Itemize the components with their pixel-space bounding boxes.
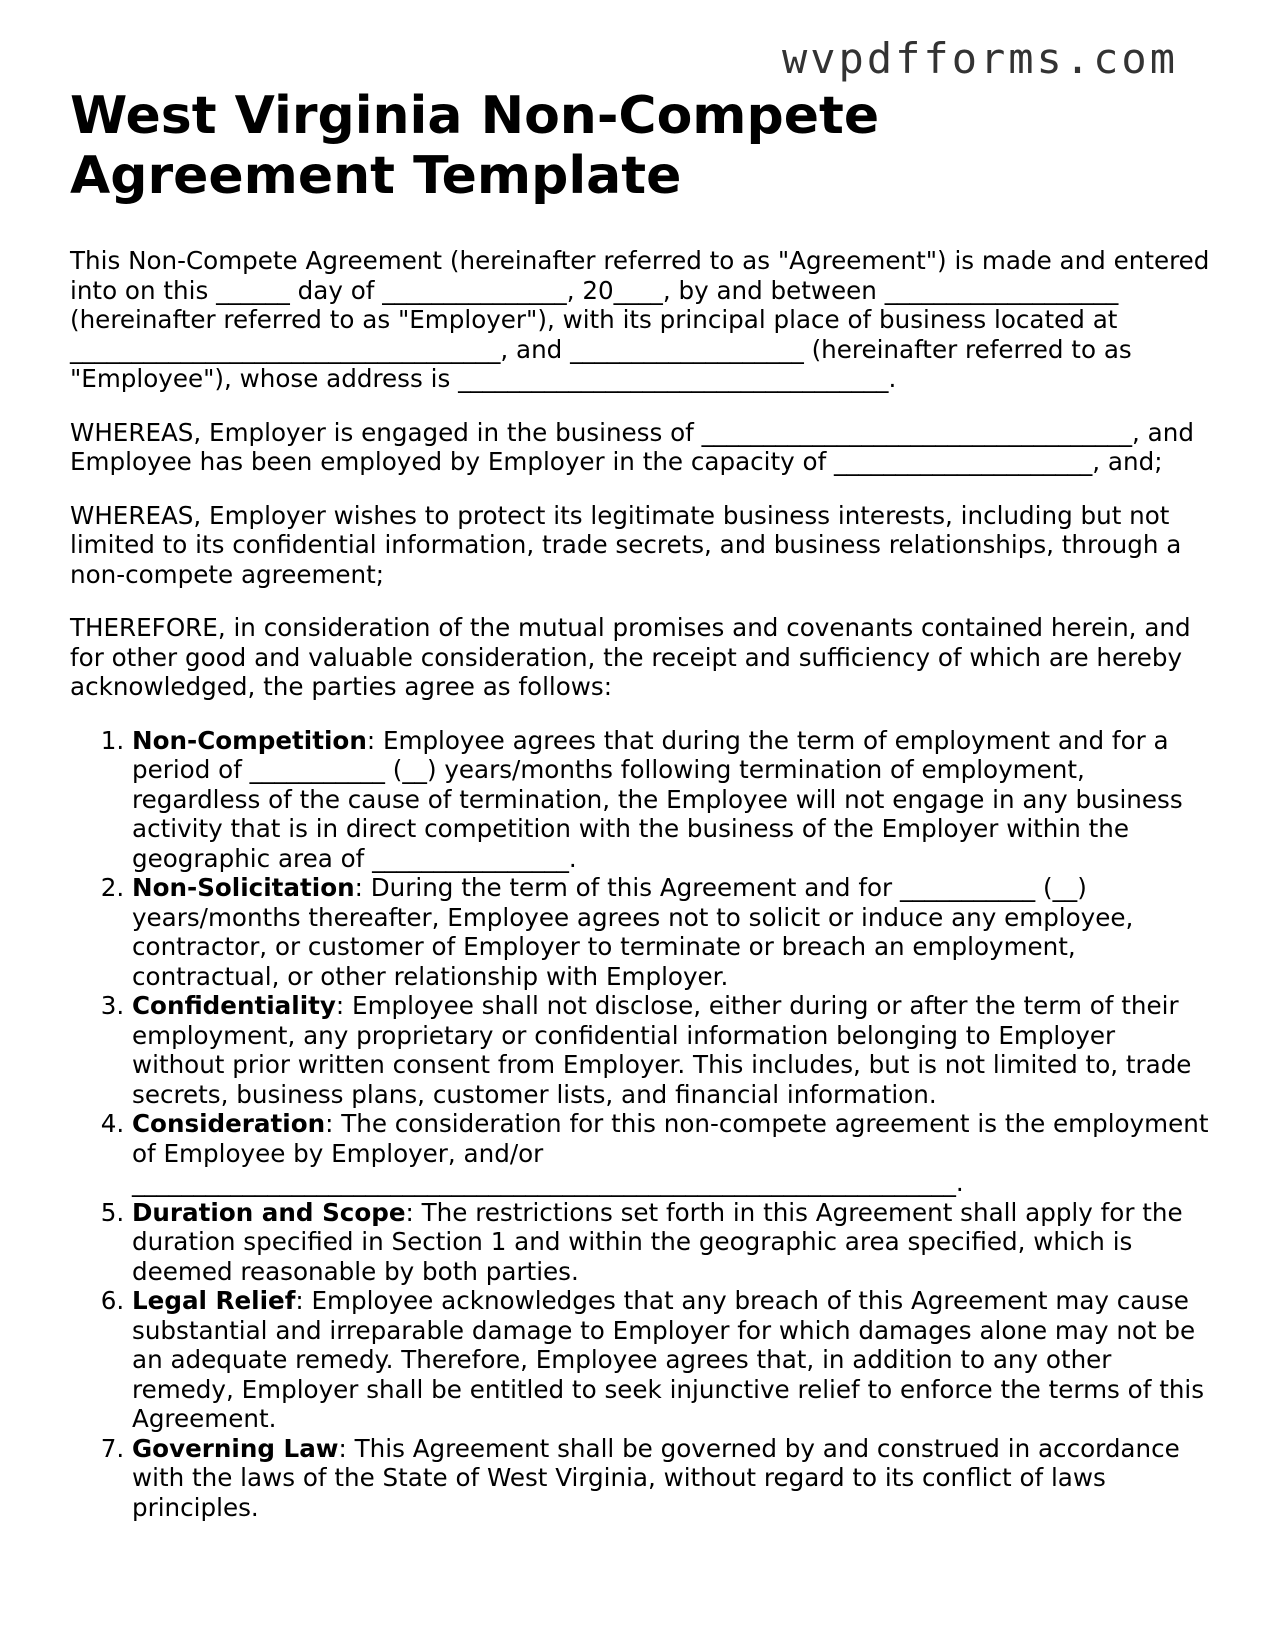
- clause-heading: Duration and Scope: [132, 1197, 406, 1227]
- clause-text: : Employee agrees that during the term of employment and for a period of ___________ (__) years/months following termination of employment, regardless of the cause of termination, the Employee will not engage in any business activity that is in direct competition with the business of the Employer within the geographic area of ________________.: [132, 725, 1183, 873]
- clause-non-solicitation: [132, 873, 1210, 991]
- clause-consideration: [132, 1109, 1210, 1198]
- clause-heading: Non-Competition: [132, 725, 367, 755]
- clause-heading: Governing Law: [132, 1433, 339, 1463]
- intro-paragraph: This Non-Compete Agreement (hereinafter referred to as "Agreement") is made and entered into on this ______ day of _______________, 20____, by and between ___________________ (hereinafter referred to as "Employer"), with its principal place of business located at ___________________________________, and ___________________ (hereinafter referred to as "Employee"), whose address is ___________________________________.: [70, 246, 1210, 393]
- clause-heading: Non-Solicitation: [132, 873, 355, 902]
- clause-text: : The restrictions set forth in this Agreement shall apply for the duration specified in Section 1 and within the geographic area specified, which is deemed reasonable by both parties.: [132, 1197, 1183, 1286]
- clause-non-competition: [132, 726, 1210, 874]
- clause-duration-scope: [132, 1198, 1210, 1287]
- watermark: wvpdfforms.com: [781, 34, 1178, 83]
- therefore-paragraph: THEREFORE, in consideration of the mutual promises and covenants contained herein, and for other good and valuable consideration, the receipt and sufficiency of which are hereby acknowledged, the parties agree as follows:: [70, 613, 1191, 701]
- clause-heading: Consideration: [132, 1109, 326, 1138]
- clause-heading: Legal Relief: [132, 1286, 296, 1315]
- clause-text: : During the term of this Agreement and for ___________ (__) years/months thereafter, Employee agrees not to solicit or induce any employee, contractor, or customer of Employer to terminate or breach an employment, contractual, or other relationship with Employer.: [132, 873, 1134, 991]
- page-title: West Virginia Non-Compete Agreement Template: [70, 86, 880, 206]
- clause-governing-law: [132, 1434, 1210, 1523]
- clause-text: : Employee shall not disclose, either during or after the term of their employment, any proprietary or confidential information belonging to Employer without prior written consent from Employer. This includes, but is not limited to, trade secrets, business plans, customer lists, and financial information.: [132, 991, 1192, 1109]
- clause-text: : The consideration for this non-compete agreement is the employment of Employee by Employer, and/or ___________________________________________________________________.: [132, 1109, 1209, 1197]
- clause-confidentiality: [132, 991, 1210, 1109]
- clause-heading: Confidentiality: [132, 991, 336, 1020]
- clause-legal-relief: [132, 1286, 1210, 1434]
- whereas-protect-paragraph: WHEREAS, Employer wishes to protect its legitimate business interests, including but not limited to its confidential information, trade secrets, and business relationships, through a non-compete agreement;: [70, 500, 1182, 589]
- clause-text: : This Agreement shall be governed by and construed in accordance with the laws of the State of West Virginia, without regard to its conflict of laws principles.: [132, 1433, 1180, 1522]
- document-page: [70, 86, 1210, 1522]
- whereas-business-paragraph: WHEREAS, Employer is engaged in the business of ___________________________________, and Employee has been employed by Employer in the capacity of _____________________, and;: [70, 417, 1194, 476]
- clause-list: [70, 726, 1210, 1523]
- clause-text: : Employee acknowledges that any breach of this Agreement may cause substantial and irreparable damage to Employer for which damages alone may not be an adequate remedy. Therefore, Employee agrees that, in addition to any other remedy, Employer shall be entitled to seek injunctive relief to enforce the terms of this Agreement.: [132, 1286, 1205, 1433]
